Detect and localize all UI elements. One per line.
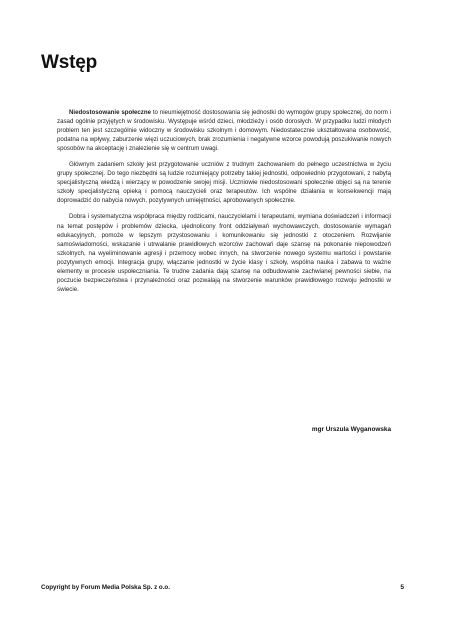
paragraph-1-lead-term: Niedostosowanie społeczne xyxy=(69,109,152,116)
paragraph-1 xyxy=(57,108,391,153)
footer-copyright: Copyright by Forum Media Polska Sp. z o.o. xyxy=(41,584,170,591)
page-number: 5 xyxy=(400,584,404,591)
author-signature: mgr Urszula Wyganowska xyxy=(311,426,391,433)
page-title: Wstęp xyxy=(41,52,98,73)
paragraph-2: Głównym zadaniem szkoły jest przygotowanie uczniów z trudnym zachowaniem do pełnego uczestnictwa w życiu grupy społecznej. Do tego niezbędni są ludzie rozumiejący potrzeby takiej jednostki, odpowiednio przygotowani, z nabytą specjalistyczną wiedzą i wierzący w powodzenie swojej misji. Uczniowie niedostosowani społecznie objęci są na terenie szkoły specjalistyczną opieką i pomocą nauczycieli oraz terapeutów. Ich wspólne działania w konsekwencji mają doprowadzić do nabycia nowych, pozytywnych umiejętności, aprobowanych społecznie. xyxy=(57,161,391,205)
body-text xyxy=(57,108,391,301)
paragraph-3: Dobra i systematyczna współpraca między rodzicami, nauczycielami i terapeutami, wymiana doświadczeń i informacji na temat postępów i problemów dziecka, ujednolicony front oddziaływań wychowawczych, dostosowanie wymagań edukacyjnych, pomoże w lepszym przystosowaniu i komunikowaniu się jednostki z otoczeniem. Rozwijanie samoświadomości, wskazanie i utrwalanie prawidłowych wzorców zachowań daje szansę na pokonanie niepowodzeń szkolnych, na wyeliminowanie agresji i przemocy wobec innych, na stworzenie nowego systemu wartości i powstanie pozytywnych emocji. Integracja grupy, włączanie jednostki w życie klasy i szkoły, wspólna nauka i zabawa to ważne elementy w procesie uspołeczniania. Te trudne zadania dają szansę na odbudowanie zachwianej pewności siebie, na poczucie bezpieczeństwa i przynależności oraz pozwalają na stworzenie warunków prawidłowego rozwoju jednostki w świecie. xyxy=(57,213,391,293)
paragraph-1-text: to nieumiejętność dostosowania się jednostki do wymogów grupy społecznej, do norm i zasad ogólnie przyjętych w środowisku. Występuje wśród dzieci, młodzieży i osób dorosłych. W przypadku ludzi młodych problem ten jest szczególnie widoczny w środowisku szkolnym i domowym. Niedostatecznie ukształtowana osobowość, podatna na wpływy, zaburzenie więzi uczuciowych, brak zrozumienia i negatywne wzorce powodują poszukiwanie nowych sposobów na akceptację i znalezienie się w centrum uwagi. xyxy=(57,109,391,153)
